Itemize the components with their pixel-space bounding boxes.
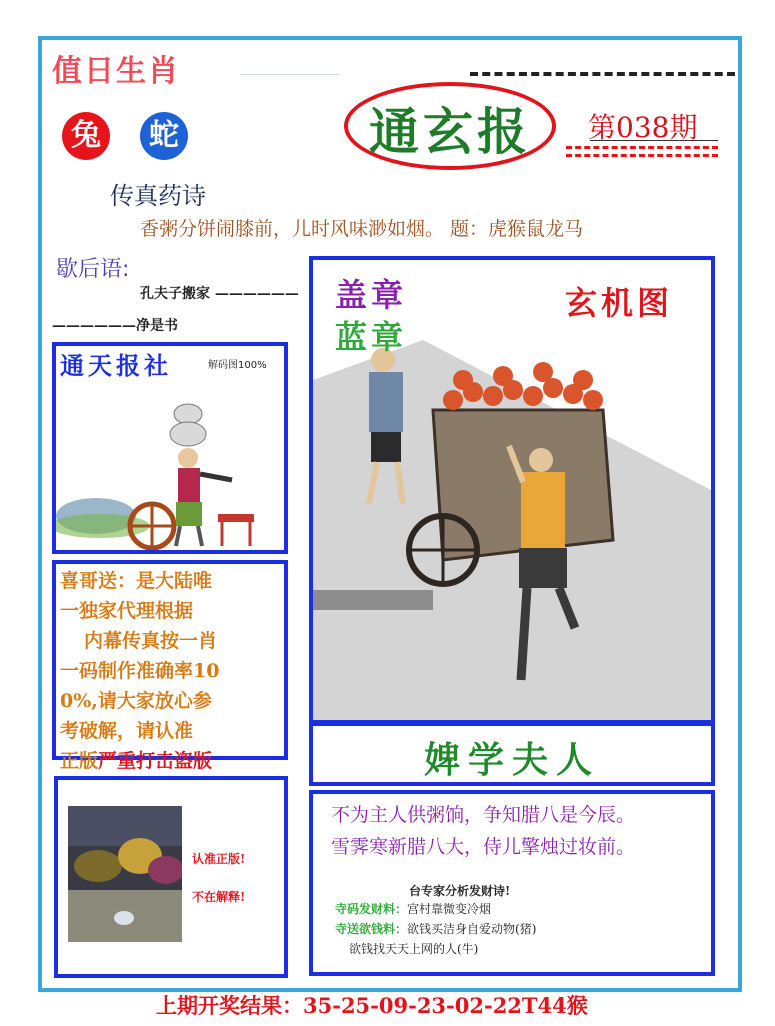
- promo-line: 喜哥送：是大陆唯: [60, 570, 213, 592]
- genuine-line1: 认准正版!: [192, 852, 246, 866]
- promo-box: [52, 560, 288, 772]
- last-draw-result: 上期开奖结果：35-25-09-23-02-22T44猴: [156, 993, 588, 1018]
- masthead-title: 通玄报: [369, 102, 531, 161]
- tiantian-title: 通天报社: [60, 351, 172, 380]
- promo-genuine: 正版: [60, 750, 99, 772]
- genuine-line2: 不在解释!: [192, 890, 246, 904]
- proverb-line2: ——————净是书: [52, 318, 178, 334]
- expert-row-3: 欲钱找天天上网的人(牛): [349, 942, 479, 956]
- expert-title: 台专家分析发财诗!: [409, 884, 511, 898]
- proverb-title: 歇后语:: [56, 257, 130, 282]
- poem-line: 香粥分饼闹膝前，儿时风味渺如烟。 题：虎猴鼠龙马: [140, 218, 584, 240]
- dash-line: [566, 146, 718, 149]
- poem-box: [309, 790, 715, 976]
- genuine-box: [54, 776, 288, 978]
- divider: [240, 74, 340, 75]
- fax-title: 传真药诗: [110, 182, 206, 210]
- dash-line: [470, 72, 735, 76]
- expert-row-label: 寺送欲钱料：: [335, 922, 408, 936]
- tiantian-illustration: [56, 376, 284, 550]
- xuanji-picture-box: [309, 256, 715, 724]
- caption-box: [309, 722, 715, 786]
- xuanji-title: 玄机图: [565, 284, 674, 322]
- stamp-text-2: 蓝章: [335, 318, 408, 356]
- dash-line: [566, 154, 718, 157]
- riddle-poem-1: 不为主人供粥饷，争知腊八是今辰。: [331, 804, 636, 826]
- promo-text: [60, 566, 288, 776]
- expert-row-value: 欲钱买洁身自爱动物(猪): [407, 922, 537, 936]
- zodiac-rabbit: 兔: [62, 112, 110, 160]
- promo-warning: 严重打击盗版: [98, 750, 213, 772]
- promo-line: 考破解，请认准: [60, 720, 194, 742]
- expert-row-1: [335, 900, 491, 917]
- zodiac-snake: 蛇: [140, 112, 188, 160]
- proverb-line1: 孔夫子搬家 ——————: [140, 286, 299, 302]
- promo-line: 一独家代理根据: [60, 600, 194, 622]
- picture-caption: 婢学夫人: [423, 739, 600, 781]
- stamp-text-1: 盖章: [335, 276, 408, 314]
- issue-number: 第038期: [588, 111, 698, 144]
- tiantian-tag: 解码图100%: [206, 356, 269, 371]
- tiantian-box: [52, 342, 288, 554]
- divider: [590, 140, 718, 141]
- promo-line-last: [60, 746, 288, 776]
- promo-line: 一码制作准确率10: [60, 660, 220, 682]
- night-scene-photo: [68, 806, 182, 942]
- promo-line: 内幕传真按一肖: [84, 630, 218, 652]
- expert-row-2: [335, 920, 536, 937]
- zodiac-title: 值日生肖: [52, 54, 180, 89]
- riddle-poem-2: 雪霁寒新腊八大，侍儿擎烛过妆前。: [331, 836, 636, 858]
- expert-row-value: 宫村靠微变冷烟: [407, 902, 492, 916]
- promo-line: 0%,请大家放心参: [60, 690, 212, 712]
- expert-row-label: 寺码发财料：: [335, 902, 408, 916]
